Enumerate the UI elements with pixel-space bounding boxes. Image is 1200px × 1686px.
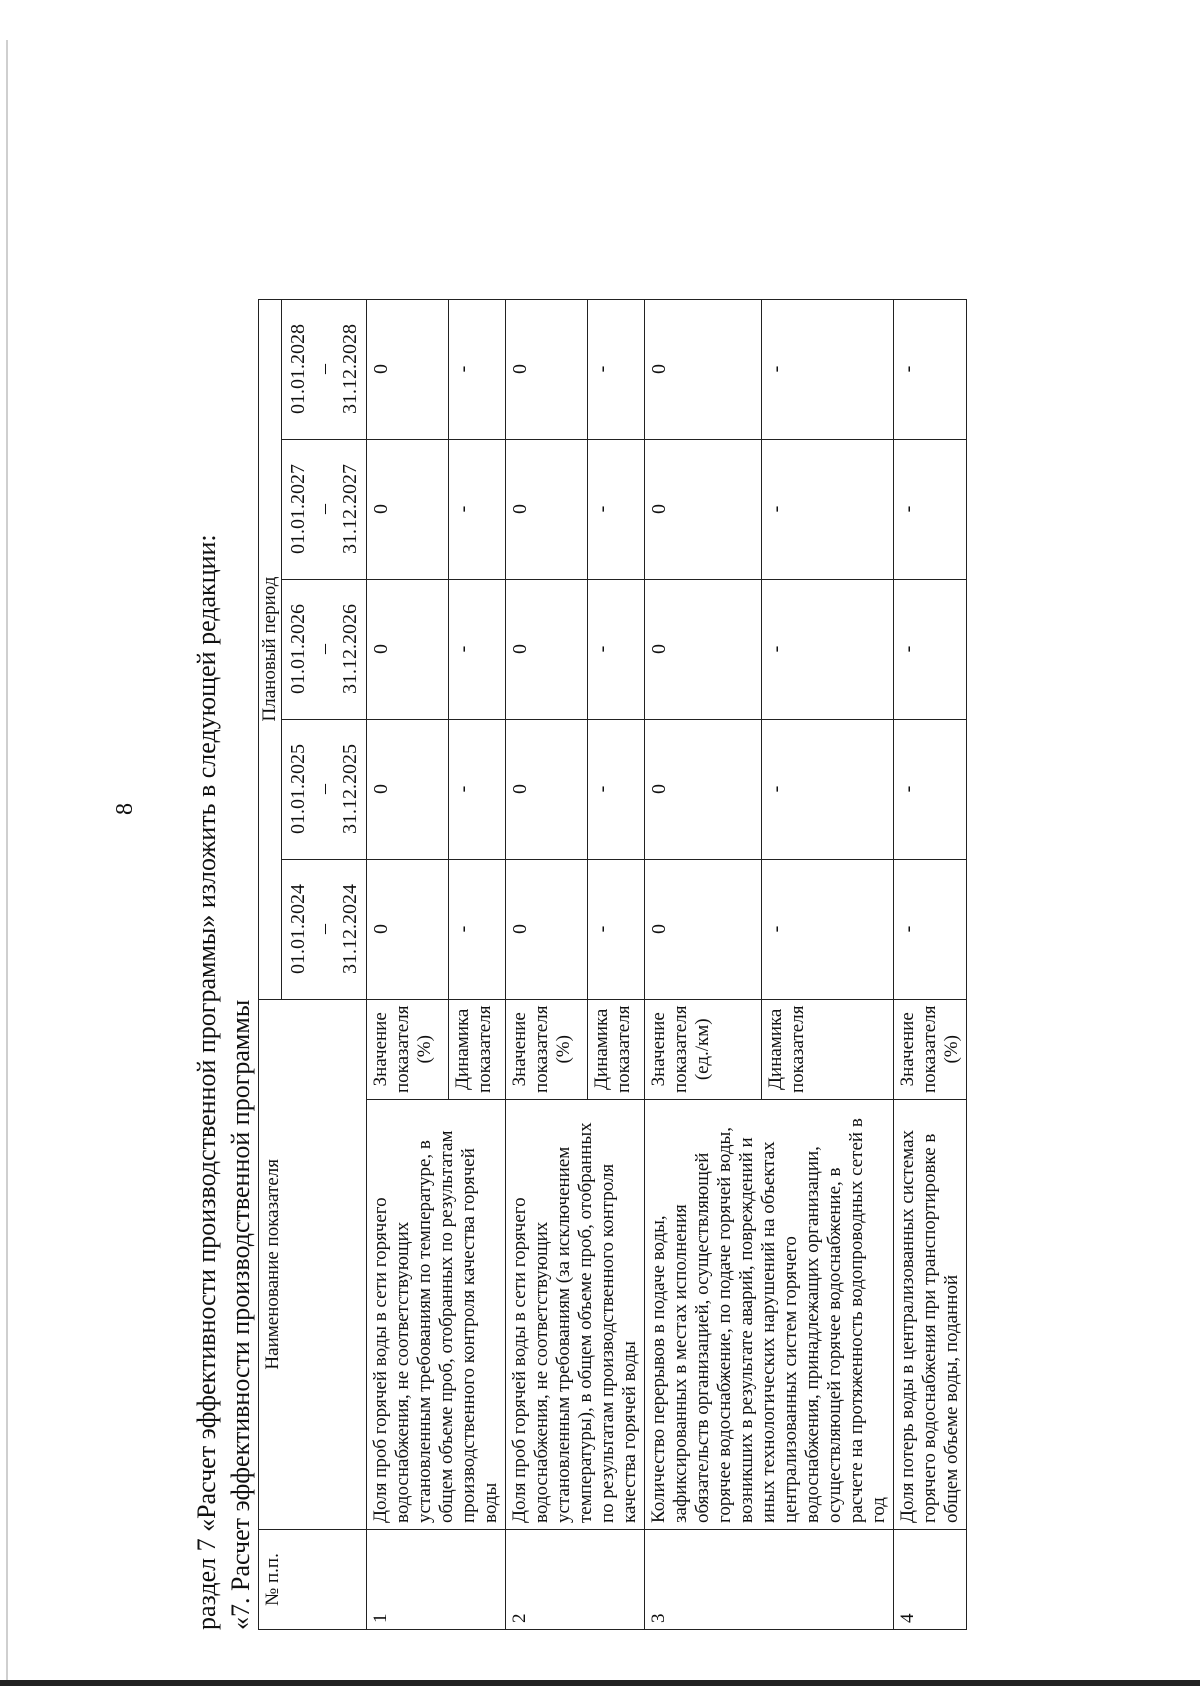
planned-period-header: Плановый период	[259, 299, 282, 999]
value-label: Значение показателя (%)	[506, 999, 588, 1099]
page-number: 8	[112, 803, 138, 815]
dynamic-cell: -	[762, 859, 894, 999]
dynamic-cell: -	[762, 299, 894, 439]
scan-edge-bottom	[0, 1680, 1200, 1686]
period-header: 01.01.2027 – 31.12.2027	[282, 439, 367, 579]
value-cell: 0	[645, 719, 762, 859]
dynamic-cell: -	[587, 439, 644, 579]
value-cell: 0	[367, 859, 449, 999]
value-cell: -	[894, 439, 967, 579]
rotated-page-content	[190, 70, 1130, 1630]
value-cell: -	[894, 579, 967, 719]
value-label: Значение показателя (ед./км)	[645, 999, 762, 1099]
table-row	[645, 299, 762, 1629]
table-row	[506, 299, 588, 1629]
intro-text: раздел 7 «Расчет эффективности производственной программы» изложить в следующей редакции:	[192, 534, 221, 1630]
value-cell: 0	[367, 719, 449, 859]
value-cell: 0	[645, 299, 762, 439]
table-caption: «7. Расчет эффективности производственной программы	[226, 999, 255, 1630]
value-cell: 0	[367, 579, 449, 719]
row-number: 3	[645, 1530, 894, 1630]
indicator-name: Доля проб горячей воды в сети горячего водоснабжения, не соответствующих установленным требованиям по температуре, в общем объеме проб, отобранных по результатам производственного контроля качества горячей воды	[367, 1100, 506, 1530]
period-header: 01.01.2025 – 31.12.2025	[282, 719, 367, 859]
value-cell: 0	[506, 579, 588, 719]
dynamic-cell: -	[762, 439, 894, 579]
col-name-header: Наименование показателя	[259, 999, 367, 1529]
value-cell: 0	[506, 439, 588, 579]
dynamic-label: Динамика показателя	[448, 999, 505, 1099]
value-cell: 0	[367, 439, 449, 579]
value-cell: -	[894, 719, 967, 859]
dynamic-cell: -	[448, 439, 505, 579]
dynamic-cell: -	[448, 719, 505, 859]
dynamic-cell: -	[762, 579, 894, 719]
table-row	[367, 299, 449, 1629]
period-header: 01.01.2026 – 31.12.2026	[282, 579, 367, 719]
value-label: Значение показателя (%)	[894, 999, 967, 1099]
indicator-name: Доля проб горячей воды в сети горячего водоснабжения, не соответствующих установленным требованиям (за исключением температуры), в общем объеме проб, отобранных по результатам производственного контроля качества горячей воды	[506, 1100, 645, 1530]
value-cell: -	[894, 299, 967, 439]
value-cell: 0	[645, 859, 762, 999]
row-number: 1	[367, 1530, 506, 1630]
dynamic-cell: -	[587, 859, 644, 999]
value-label: Значение показателя (%)	[367, 999, 449, 1099]
dynamic-cell: -	[448, 859, 505, 999]
dynamic-cell: -	[587, 299, 644, 439]
dynamic-cell: -	[448, 299, 505, 439]
efficiency-table	[258, 299, 967, 1630]
col-num-header: № п.п.	[259, 1530, 367, 1630]
scan-edge	[6, 40, 8, 1680]
value-cell: 0	[506, 719, 588, 859]
period-header: 01.01.2024 – 31.12.2024	[282, 859, 367, 999]
value-cell: 0	[645, 579, 762, 719]
dynamic-label: Динамика показателя	[762, 999, 894, 1099]
dynamic-label: Динамика показателя	[587, 999, 644, 1099]
indicator-name: Количество перерывов в подаче воды, зафиксированных в местах исполнения обязательств организацией, осуществляющей горячее водоснабжение, по подаче горячей воды, возникших в результате аварий, повреждений и иных технологических нарушений на объектах централизованных систем горячего водоснабжения, принадлежащих организации, осуществляющей горячее водоснабжение, в расчете на протяженность водопроводных сетей в год	[645, 1100, 894, 1530]
dynamic-cell: -	[587, 579, 644, 719]
dynamic-cell: -	[587, 719, 644, 859]
row-number: 2	[506, 1530, 645, 1630]
period-header: 01.01.2028 – 31.12.2028	[282, 299, 367, 439]
value-cell: 0	[367, 299, 449, 439]
row-number: 4	[894, 1530, 967, 1630]
table-row	[894, 299, 967, 1629]
dynamic-cell: -	[762, 719, 894, 859]
value-cell: -	[894, 859, 967, 999]
dynamic-cell: -	[448, 579, 505, 719]
indicator-name: Доля потерь воды в централизованных системах горячего водоснабжения при транспортировке в общем объеме воды, поданной	[894, 1100, 967, 1530]
value-cell: 0	[506, 859, 588, 999]
value-cell: 0	[645, 439, 762, 579]
value-cell: 0	[506, 299, 588, 439]
